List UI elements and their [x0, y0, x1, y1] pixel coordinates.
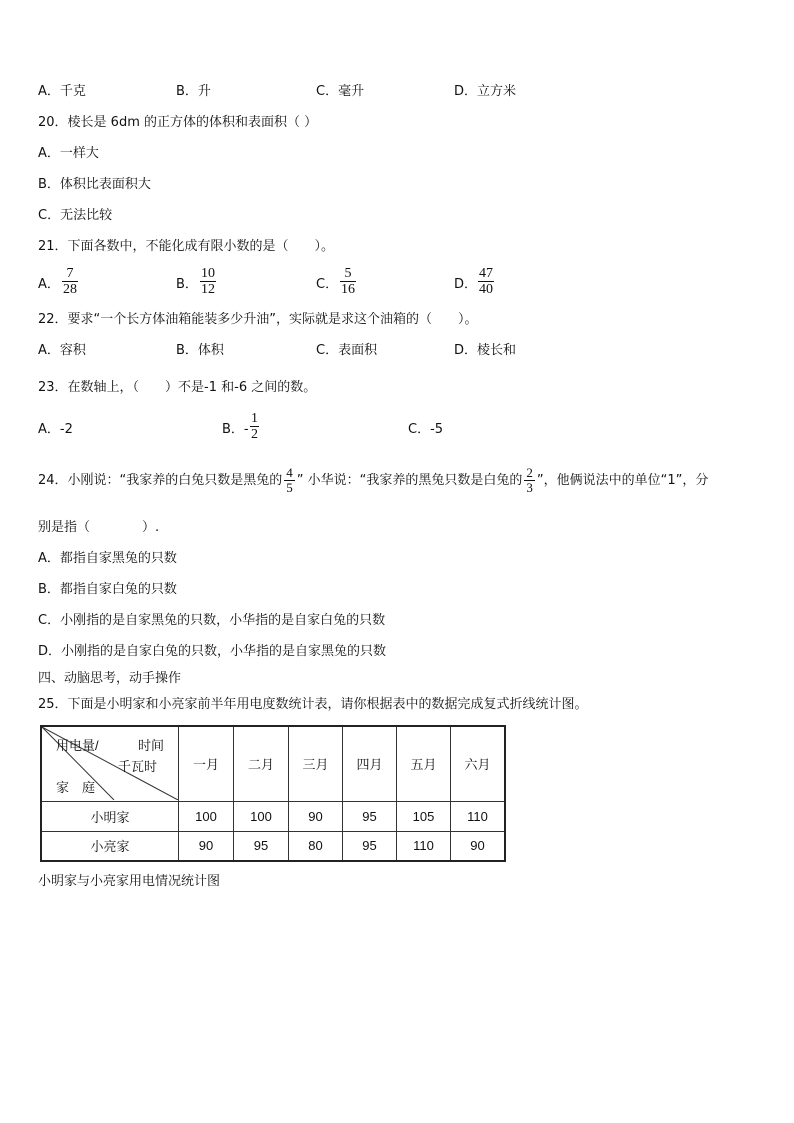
month-header: 三月 [289, 726, 343, 801]
fraction-denominator: 2 [251, 427, 258, 442]
q22-option-a: A．容积 [38, 343, 86, 358]
fraction-numerator: 10 [201, 266, 215, 281]
q21-option-c-fraction [340, 266, 356, 297]
fraction-denominator: 16 [341, 282, 355, 297]
q22-option-d: D．棱长和 [454, 343, 517, 358]
q24-fraction-2 [524, 466, 535, 495]
fraction-numerator: 47 [479, 266, 493, 281]
fraction-denominator: 3 [526, 480, 533, 495]
header-unit-label: 千瓦时 [118, 759, 158, 774]
q19-option-d: D．立方米 [454, 84, 517, 99]
q19-option-a: A．千克 [38, 84, 86, 99]
q21-option-a-fraction [62, 266, 78, 297]
fraction-numerator: 5 [344, 266, 352, 281]
q23-option-b-label: B．- [222, 422, 249, 437]
value-cell: 95 [343, 831, 397, 861]
fraction-denominator: 5 [286, 480, 293, 495]
value-cell: 95 [234, 831, 289, 861]
fraction-numerator: 2 [526, 465, 533, 480]
chart-title: 小明家与小亮家用电情况统计图 [38, 874, 221, 889]
value-cell: 100 [234, 801, 289, 831]
q25-stem: 25．下面是小明家和小亮家前半年用电度数统计表，请你根据表中的数据完成复式折线统计图。 [38, 697, 588, 712]
value-cell: 90 [289, 801, 343, 831]
table-row [41, 831, 505, 861]
q20-option-b: B．体积比表面积大 [38, 177, 151, 192]
fraction-numerator: 7 [66, 266, 74, 281]
q24-text-part1: 24．小刚说：“我家养的白兔只数是黑兔的 [38, 473, 283, 488]
q24-option-c: C．小刚指的是自家黑兔的只数，小华指的是自家白兔的只数 [38, 613, 386, 628]
q20-option-a: A．一样大 [38, 146, 99, 161]
q24-text-part2: ” 小华说：“我家养的黑兔只数是白兔的 [296, 473, 523, 488]
q21-option-d-label: D． [454, 277, 478, 292]
q24-option-d: D．小刚指的是自家白兔的只数，小华指的是自家黑兔的只数 [38, 644, 387, 659]
q23-option-b-fraction [250, 411, 259, 442]
electricity-usage-table [40, 725, 506, 862]
q23-option-c: C．-5 [408, 422, 444, 437]
fraction-numerator: 1 [251, 411, 258, 426]
fraction-denominator: 28 [63, 282, 77, 297]
q23-stem: 23．在数轴上，（ ）不是-1 和-6 之间的数。 [38, 380, 317, 395]
value-cell: 105 [397, 801, 451, 831]
q21-stem: 21．下面各数中，不能化成有限小数的是（ ）。 [38, 239, 335, 254]
q24-option-a: A．都指自家黑兔的只数 [38, 551, 177, 566]
header-family-label: 家 庭 [56, 780, 96, 795]
q19-option-b: B．升 [176, 84, 211, 99]
month-header: 四月 [343, 726, 397, 801]
q22-option-b: B．体积 [176, 343, 224, 358]
q20-option-c: C．无法比较 [38, 208, 113, 223]
family-name-cell: 小明家 [41, 801, 179, 831]
table-header-row [41, 726, 505, 801]
value-cell: 110 [451, 801, 506, 831]
q21-option-d-fraction [478, 266, 494, 297]
q20-stem: 20．棱长是 6dm 的正方体的体积和表面积（ ） [38, 115, 318, 130]
q21-option-c-label: C． [316, 277, 339, 292]
fraction-denominator: 40 [479, 282, 493, 297]
q21-option-b-fraction [200, 266, 216, 297]
q24-stem [38, 464, 708, 498]
table-diagonal-header [41, 726, 179, 801]
q24-text-part3: ”，他俩说法中的单位“1”，分 [536, 473, 709, 488]
value-cell: 90 [179, 831, 234, 861]
month-header: 一月 [179, 726, 234, 801]
q21-option-a-label: A． [38, 277, 60, 292]
q24-option-b: B．都指自家白兔的只数 [38, 582, 177, 597]
family-name-cell: 小亮家 [41, 831, 179, 861]
section-4-title: 四、动脑思考，动手操作 [38, 671, 182, 686]
value-cell: 100 [179, 801, 234, 831]
value-cell: 90 [451, 831, 506, 861]
value-cell: 95 [343, 801, 397, 831]
q22-stem: 22．要求“一个长方体油箱能装多少升油”，实际就是求这个油箱的（ ）。 [38, 312, 478, 327]
q24-fraction-1 [284, 466, 295, 495]
q24-stem-line2: 别是指（ ）. [38, 520, 160, 535]
q23-option-a: A．-2 [38, 422, 73, 437]
header-time-label: 时间 [138, 738, 165, 753]
value-cell: 80 [289, 831, 343, 861]
fraction-numerator: 4 [286, 465, 293, 480]
header-usage-label: 用电量/ [56, 738, 99, 753]
q19-option-c: C．毫升 [316, 84, 365, 99]
q21-option-b-label: B． [176, 277, 198, 292]
month-header: 二月 [234, 726, 289, 801]
month-header: 五月 [397, 726, 451, 801]
fraction-denominator: 12 [201, 282, 215, 297]
table-row [41, 801, 505, 831]
q22-option-c: C．表面积 [316, 343, 378, 358]
month-header: 六月 [451, 726, 506, 801]
value-cell: 110 [397, 831, 451, 861]
